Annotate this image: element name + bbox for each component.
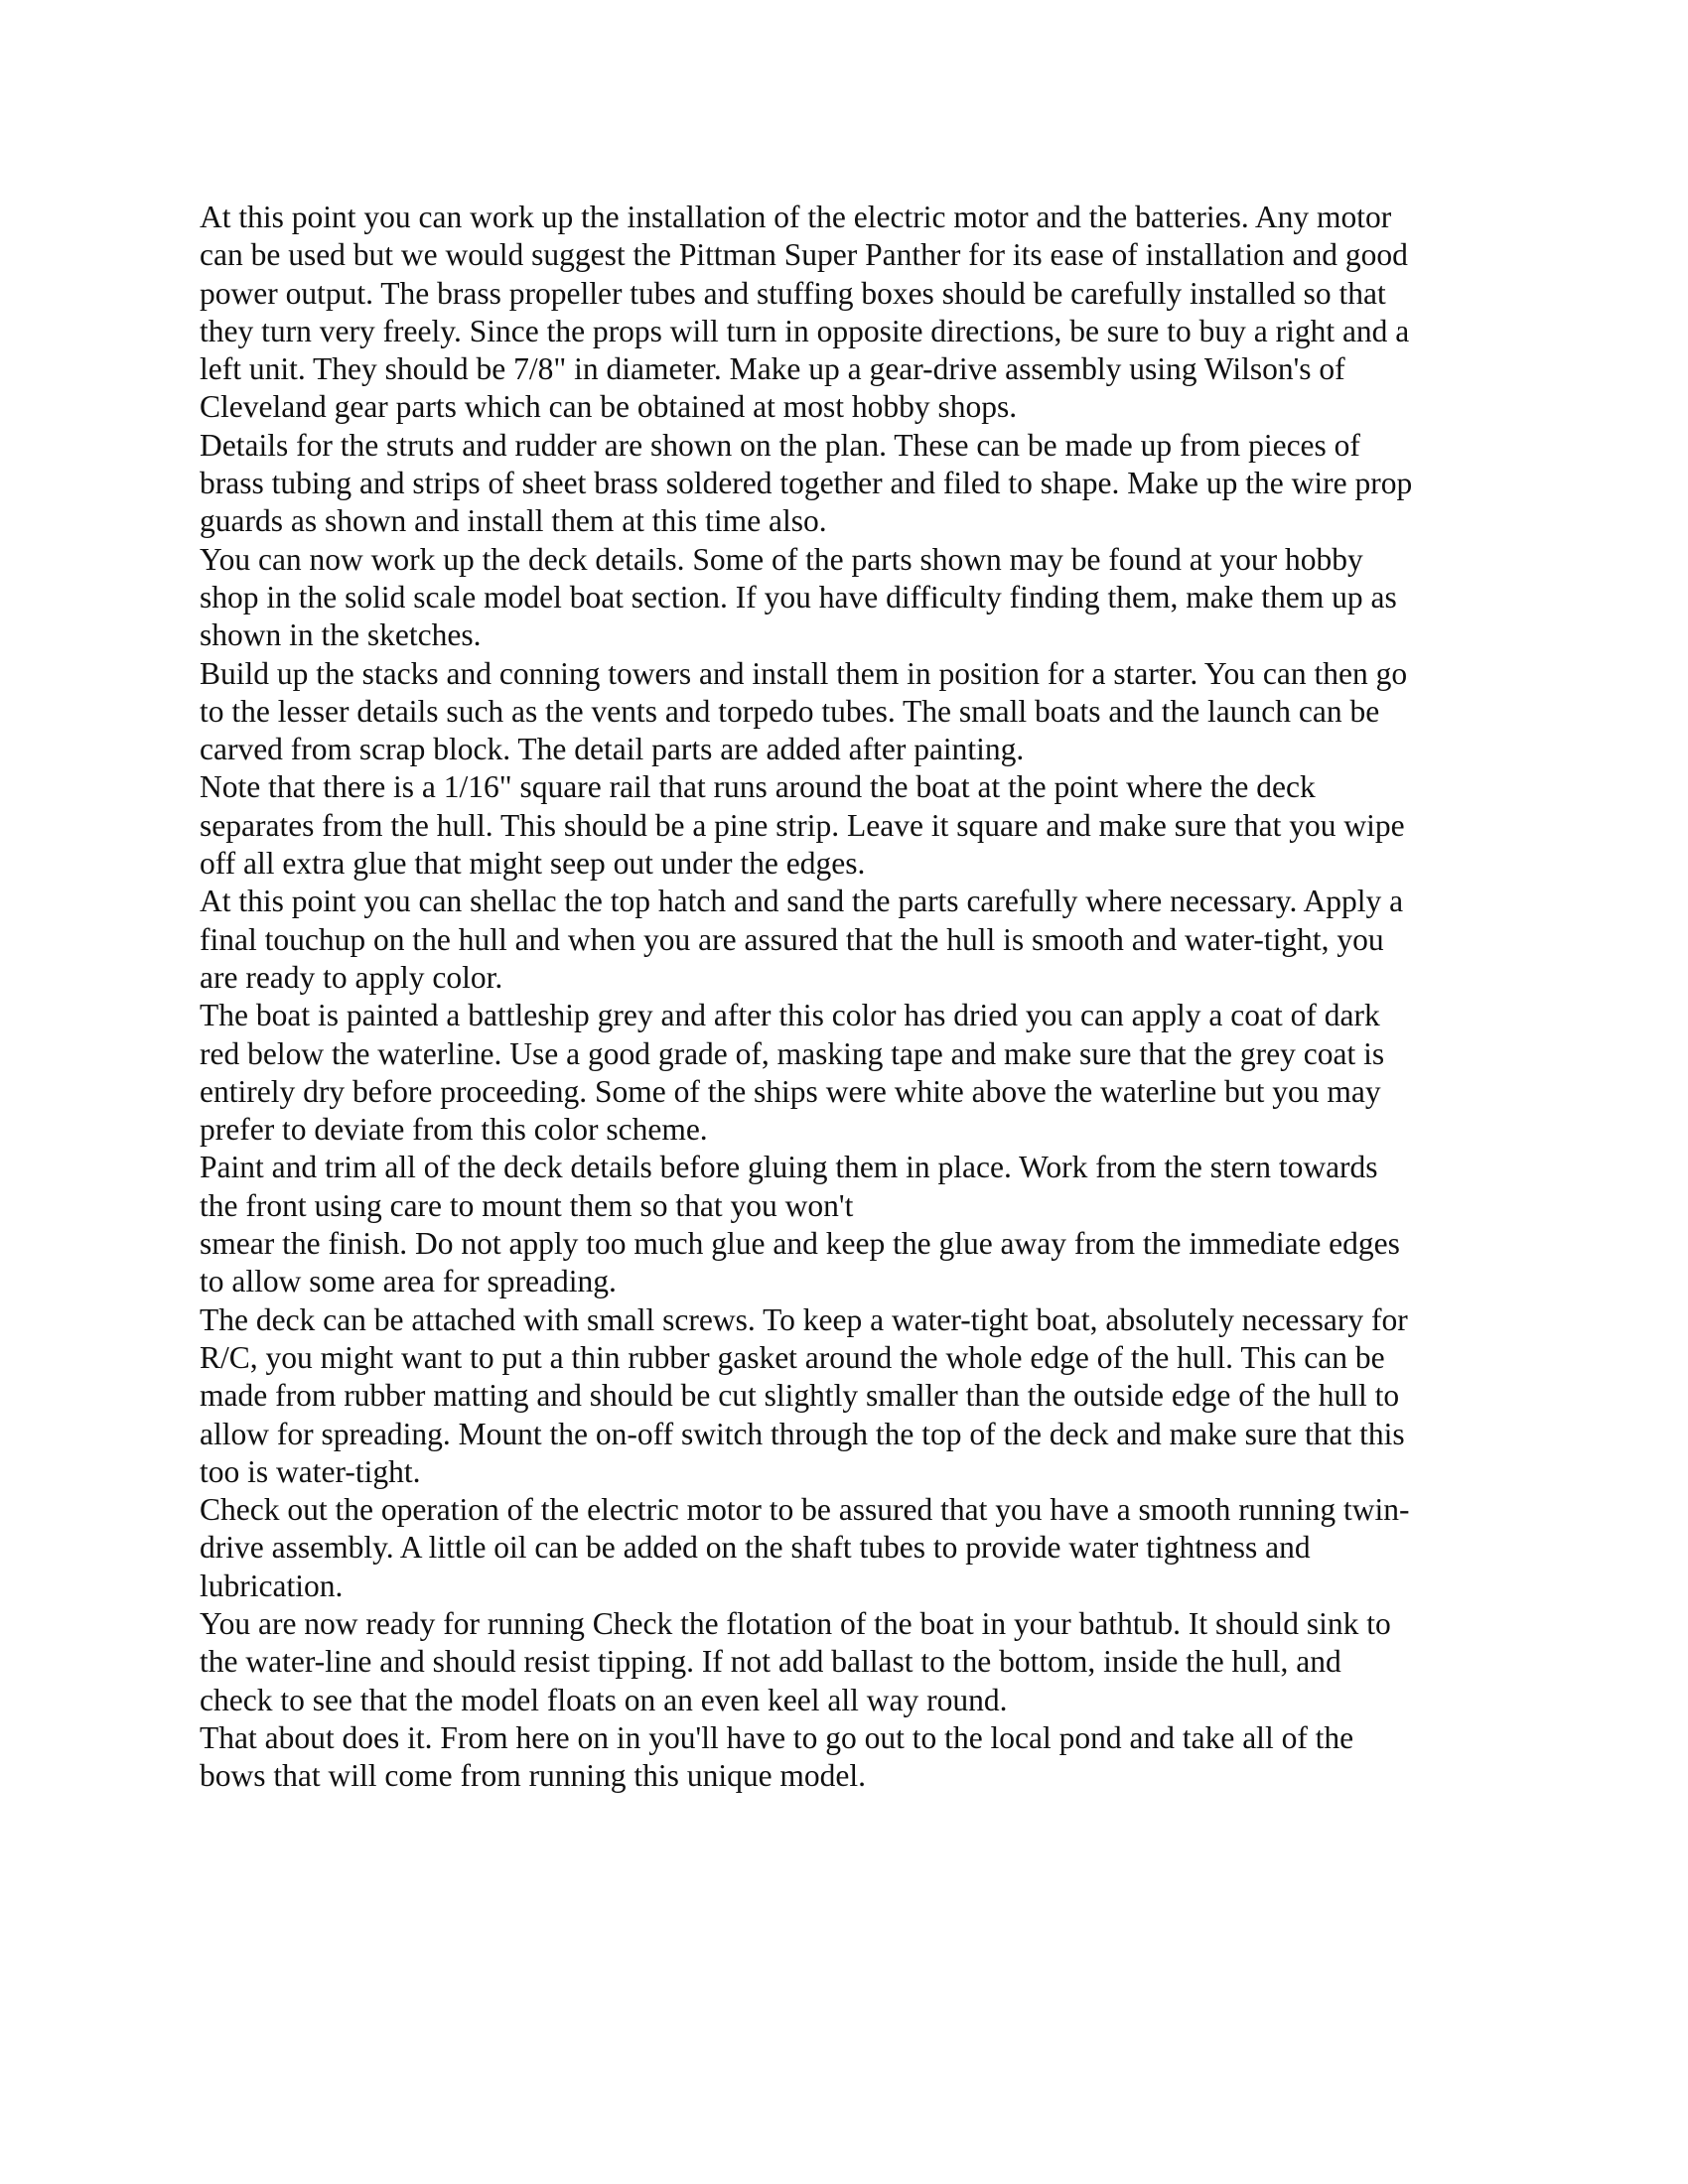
text-line: the front using care to mount them so that you won't [200, 1187, 854, 1223]
text-line: they turn very freely. Since the props will turn in opposite directions, be sure to buy a right and a [200, 313, 1410, 348]
text-line: to allow some area for spreading. [200, 1264, 617, 1299]
text-line: shown in the sketches. [200, 617, 482, 653]
text-line: That about does it. From here on in you'll have to go out to the local pond and take all of the [200, 1719, 1354, 1755]
text-line: R/C, you might want to put a thin rubber gasket around the whole edge of the hull. This can be [200, 1339, 1385, 1375]
text-line: guards as shown and install them at this time also. [200, 503, 827, 539]
text-line: can be used but we would suggest the Pittman Super Panther for its ease of installation and good [200, 237, 1408, 273]
text-line: The boat is painted a battleship grey and after this color has dried you can apply a coat of dark [200, 998, 1380, 1033]
text-line: entirely dry before proceeding. Some of the ships were white above the waterline but you may [200, 1073, 1381, 1109]
text-line: separates from the hull. This should be a pine strip. Leave it square and make sure that you wipe [200, 807, 1405, 843]
text-line: off all extra glue that might seep out under the edges. [200, 846, 866, 882]
text-line: Note that there is a 1/16" square rail that runs around the boat at the point where the deck [200, 769, 1316, 805]
text-line: too is water-tight. [200, 1453, 421, 1489]
text-line: Check out the operation of the electric motor to be assured that you have a smooth running twin- [200, 1492, 1410, 1528]
document-body [200, 199, 1490, 1795]
text-line: carved from scrap block. The detail parts are added after painting. [200, 732, 1025, 767]
text-line: made from rubber matting and should be cut slightly smaller than the outside edge of the hull to [200, 1378, 1400, 1414]
text-line: prefer to deviate from this color scheme. [200, 1112, 708, 1148]
text-line: final touchup on the hull and when you are assured that the hull is smooth and water-tight, you [200, 921, 1384, 957]
text-line: bows that will come from running this unique model. [200, 1758, 867, 1794]
text-line: Details for the struts and rudder are shown on the plan. These can be made up from pieces of [200, 427, 1360, 463]
text-line: At this point you can work up the installation of the electric motor and the batteries. Any motor [200, 200, 1392, 234]
text-line: brass tubing and strips of sheet brass soldered together and filed to shape. Make up the wire prop [200, 466, 1413, 501]
text-line: allow for spreading. Mount the on-off switch through the top of the deck and make sure that this [200, 1416, 1405, 1451]
text-line: red below the waterline. Use a good grade of, masking tape and make sure that the grey coat is [200, 1035, 1385, 1071]
text-line: to the lesser details such as the vents and torpedo tubes. The small boats and the launch can be [200, 693, 1380, 729]
text-line: The deck can be attached with small screws. To keep a water-tight boat, absolutely necessary for [200, 1301, 1408, 1337]
text-line: shop in the solid scale model boat section. If you have difficulty finding them, make them up as [200, 579, 1397, 614]
text-line: left unit. They should be 7/8" in diameter. Make up a gear-drive assembly using Wilson's of [200, 351, 1345, 387]
text-line: check to see that the model floats on an even keel all way round. [200, 1682, 1008, 1717]
text-line: Paint and trim all of the deck details before gluing them in place. Work from the stern towards [200, 1150, 1378, 1185]
text-line: smear the finish. Do not apply too much glue and keep the glue away from the immediate edges [200, 1226, 1400, 1262]
text-line: drive assembly. A little oil can be added on the shaft tubes to provide water tightness and [200, 1530, 1311, 1566]
text-line: You are now ready for running Check the flotation of the boat in your bathtub. It should sink to [200, 1605, 1391, 1641]
text-line: At this point you can shellac the top hatch and sand the parts carefully where necessary. Apply a [200, 884, 1404, 919]
text-line: power output. The brass propeller tubes and stuffing boxes should be carefully installed so that [200, 275, 1386, 311]
text-line: lubrication. [200, 1568, 344, 1603]
text-line: Cleveland gear parts which can be obtained at most hobby shops. [200, 389, 1018, 425]
text-line: Build up the stacks and conning towers and install them in position for a starter. You can then go [200, 655, 1408, 691]
text-line: the water-line and should resist tipping. If not add ballast to the bottom, inside the hull, and [200, 1644, 1341, 1680]
text-line: are ready to apply color. [200, 959, 503, 995]
text-line: You can now work up the deck details. Some of the parts shown may be found at your hobby [200, 541, 1363, 577]
